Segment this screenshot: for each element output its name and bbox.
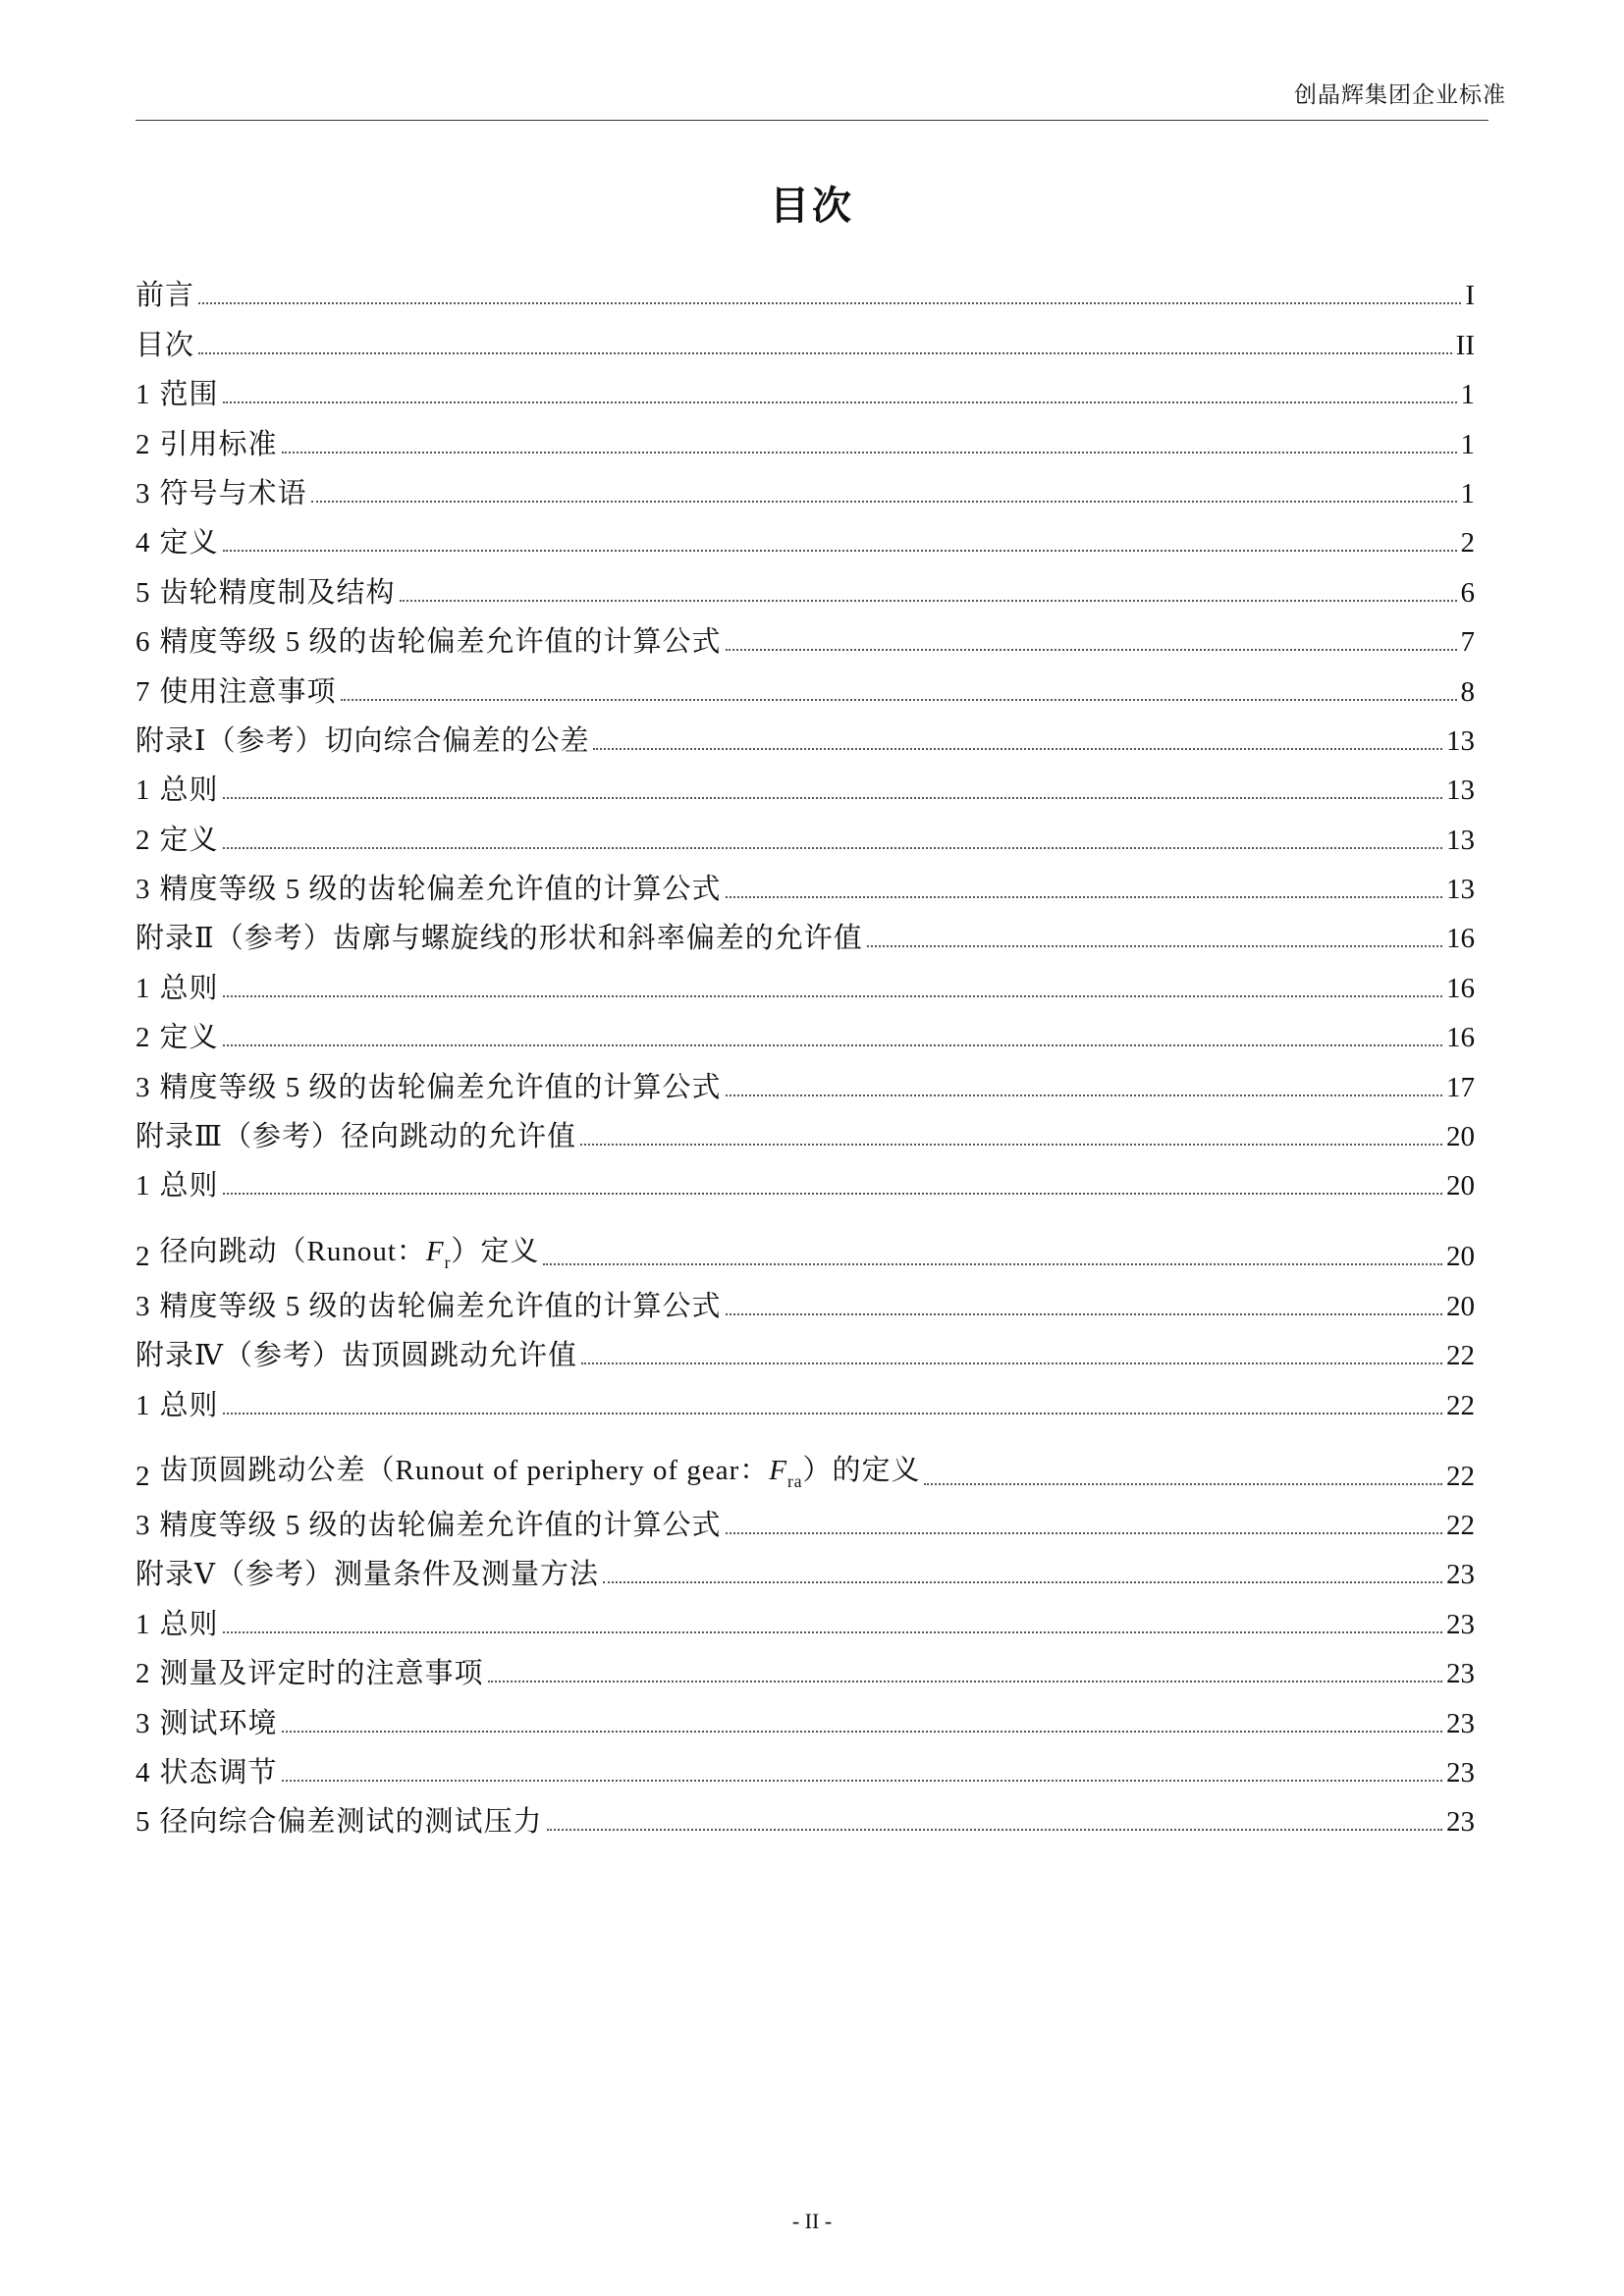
toc-entry-number: 4 xyxy=(135,1756,150,1789)
dot-leader xyxy=(593,748,1442,750)
toc-entry-title: 定义 xyxy=(159,527,219,560)
dot-leader xyxy=(223,401,1457,403)
toc-entry-number: 1 xyxy=(135,379,150,411)
dot-leader xyxy=(867,945,1442,947)
math-symbol-subscript: ra xyxy=(786,1471,803,1492)
toc-entry-page-number: 22 xyxy=(1446,1509,1475,1541)
math-symbol xyxy=(425,1236,452,1273)
dot-leader xyxy=(543,1263,1442,1265)
toc-entry-title: 附录Ⅳ（参考）齿顶圆跳动允许值 xyxy=(135,1340,577,1372)
dot-leader xyxy=(198,302,1461,304)
toc-entry-title: 径向综合偏差测试的测试压力 xyxy=(159,1806,543,1839)
toc-entry[interactable] xyxy=(135,610,1475,659)
dot-leader xyxy=(223,1631,1442,1633)
toc-entry-page-number: 1 xyxy=(1460,477,1475,509)
toc-entry-number: 6 xyxy=(135,626,150,659)
toc-entry-title: 总则 xyxy=(159,972,219,1004)
toc-entry[interactable] xyxy=(135,1005,1475,1054)
toc-entry-number: 2 xyxy=(135,1460,150,1492)
toc-entry[interactable] xyxy=(135,807,1475,856)
toc-entry-title: 附录Ⅰ（参考）切向综合偏差的公差 xyxy=(135,724,590,757)
toc-entry[interactable] xyxy=(135,1104,1475,1153)
dot-leader xyxy=(726,896,1442,898)
toc-entry-page-number: 20 xyxy=(1446,1290,1475,1322)
toc-entry-page-number: 13 xyxy=(1446,874,1475,906)
toc-entry-title: 附录Ⅱ（参考）齿廓与螺旋线的形状和斜率偏差的允许值 xyxy=(135,923,863,955)
toc-entry-number: 1 xyxy=(135,972,150,1004)
dot-leader xyxy=(198,352,1452,354)
header-org-name: 创晶辉集团企业标准 xyxy=(1294,82,1506,107)
toc-entry-page-number: 16 xyxy=(1446,923,1475,955)
toc-entry[interactable] xyxy=(135,1641,1475,1690)
toc-entry-number: 7 xyxy=(135,675,150,708)
toc-entry-number: 3 xyxy=(135,874,150,906)
toc-entry-page-number: 16 xyxy=(1446,1022,1475,1054)
dot-leader xyxy=(282,1780,1442,1782)
page-number-footer: - II - xyxy=(791,2209,833,2233)
toc-entry-page-number: 1 xyxy=(1460,379,1475,411)
toc-entry-number: 3 xyxy=(135,1071,150,1103)
toc-entry[interactable] xyxy=(135,1422,1475,1493)
toc-entry-title: 测试环境 xyxy=(159,1707,278,1739)
toc-entry-number: 2 xyxy=(135,1658,150,1690)
toc-entry-number: 3 xyxy=(135,1290,150,1322)
math-symbol-main: F xyxy=(769,1455,787,1487)
toc-entry-page-number: 6 xyxy=(1460,576,1475,609)
page-title: 目次 xyxy=(770,184,854,229)
toc-entry[interactable] xyxy=(135,1323,1475,1372)
table-of-contents xyxy=(135,263,1475,1839)
toc-entry-number: 1 xyxy=(135,1170,150,1202)
toc-entry-number: 3 xyxy=(135,1509,150,1541)
toc-entry-page-number: 13 xyxy=(1446,774,1475,807)
toc-entry-number: 1 xyxy=(135,1608,150,1640)
toc-entry-page-number: 7 xyxy=(1460,626,1475,659)
toc-entry[interactable] xyxy=(135,560,1475,609)
toc-entry[interactable] xyxy=(135,857,1475,906)
dot-leader xyxy=(223,797,1442,799)
toc-entry-title: 精度等级 5 级的齿轮偏差允许值的计算公式 xyxy=(159,1509,722,1541)
toc-entry-title: 精度等级 5 级的齿轮偏差允许值的计算公式 xyxy=(159,874,722,906)
toc-entry-title xyxy=(160,1457,921,1490)
toc-entry[interactable] xyxy=(135,659,1475,708)
dot-leader xyxy=(726,1532,1442,1534)
toc-entry-title-prefix: 径向跳动（Runout： xyxy=(159,1236,426,1268)
dot-leader xyxy=(726,649,1457,651)
math-symbol xyxy=(769,1455,803,1492)
toc-entry-number: 3 xyxy=(135,1707,150,1739)
toc-entry-page-number: 23 xyxy=(1446,1559,1475,1591)
dot-leader xyxy=(547,1829,1442,1831)
dot-leader xyxy=(581,1362,1442,1364)
toc-entry-number: 3 xyxy=(135,477,150,509)
toc-entry-title: 精度等级 5 级的齿轮偏差允许值的计算公式 xyxy=(159,1071,722,1103)
toc-entry[interactable] xyxy=(135,362,1475,411)
toc-entry-number: 2 xyxy=(135,824,150,856)
toc-entry-page-number: 22 xyxy=(1446,1460,1475,1492)
toc-entry-page-number: 16 xyxy=(1446,972,1475,1004)
toc-entry-number: 2 xyxy=(135,1022,150,1054)
toc-entry-page-number: 13 xyxy=(1446,724,1475,757)
toc-entry[interactable] xyxy=(135,1153,1475,1202)
toc-entry-page-number: 8 xyxy=(1460,675,1475,708)
toc-entry[interactable] xyxy=(135,1202,1475,1273)
toc-entry-title: 符号与术语 xyxy=(159,477,307,509)
toc-entry-page-number: 23 xyxy=(1446,1756,1475,1789)
toc-entry-title: 测量及评定时的注意事项 xyxy=(159,1658,484,1690)
toc-entry-number: 1 xyxy=(135,774,150,807)
toc-entry-title: 目次 xyxy=(135,329,195,361)
toc-entry-page-number: 20 xyxy=(1446,1241,1475,1273)
toc-entry-page-number: 22 xyxy=(1446,1340,1475,1372)
dot-leader xyxy=(580,1144,1442,1146)
toc-entry-page-number: I xyxy=(1465,280,1475,312)
toc-entry-number: 5 xyxy=(135,1806,150,1839)
toc-entry[interactable] xyxy=(135,411,1475,460)
dot-leader xyxy=(311,501,1457,503)
toc-entry-page-number: 22 xyxy=(1446,1389,1475,1421)
toc-entry-page-number: II xyxy=(1455,329,1475,361)
toc-entry-title: 附录Ⅴ（参考）测量条件及测量方法 xyxy=(135,1559,599,1591)
toc-entry-title: 引用标准 xyxy=(159,428,278,460)
toc-entry[interactable] xyxy=(135,510,1475,560)
dot-leader xyxy=(223,1413,1442,1415)
dot-leader xyxy=(924,1483,1442,1485)
toc-entry-page-number: 23 xyxy=(1446,1608,1475,1640)
toc-entry-title: 精度等级 5 级的齿轮偏差允许值的计算公式 xyxy=(159,1290,722,1322)
toc-entry[interactable] xyxy=(135,906,1475,955)
toc-entry-page-number: 2 xyxy=(1460,527,1475,560)
dot-leader xyxy=(223,550,1457,552)
toc-entry-title: 范围 xyxy=(159,379,219,411)
toc-entry-page-number: 13 xyxy=(1446,824,1475,856)
toc-entry-page-number: 23 xyxy=(1446,1806,1475,1839)
toc-entry-page-number: 20 xyxy=(1446,1121,1475,1153)
dot-leader xyxy=(341,699,1457,701)
toc-entry-page-number: 1 xyxy=(1460,428,1475,460)
toc-entry-title: 定义 xyxy=(159,824,219,856)
toc-entry-title-suffix: ）定义 xyxy=(451,1236,540,1268)
toc-entry-page-number: 20 xyxy=(1446,1170,1475,1202)
toc-entry-number: 4 xyxy=(135,527,150,560)
toc-entry[interactable] xyxy=(135,1542,1475,1591)
dot-leader xyxy=(282,452,1457,454)
toc-entry-page-number: 17 xyxy=(1446,1071,1475,1103)
dot-leader xyxy=(223,1044,1442,1046)
toc-entry[interactable] xyxy=(135,1493,1475,1542)
toc-entry-number: 2 xyxy=(135,1241,150,1273)
toc-entry-title: 定义 xyxy=(159,1022,219,1054)
toc-entry-title: 总则 xyxy=(159,1389,219,1421)
toc-entry-number: 5 xyxy=(135,576,150,609)
toc-entry-number: 2 xyxy=(135,428,150,460)
toc-entry[interactable] xyxy=(135,263,1475,312)
toc-entry-title: 总则 xyxy=(159,1170,219,1202)
dot-leader xyxy=(726,1095,1442,1096)
toc-entry[interactable] xyxy=(135,1690,1475,1739)
dot-leader xyxy=(726,1313,1442,1315)
header-divider xyxy=(135,120,1489,121)
math-symbol-main: F xyxy=(425,1236,445,1268)
toc-entry[interactable] xyxy=(135,709,1475,758)
dot-leader xyxy=(282,1731,1442,1733)
toc-entry-title: 使用注意事项 xyxy=(159,675,337,708)
toc-entry-page-number: 23 xyxy=(1446,1707,1475,1739)
toc-entry-title: 附录Ⅲ（参考）径向跳动的允许值 xyxy=(135,1121,576,1153)
toc-entry[interactable] xyxy=(135,758,1475,807)
toc-entry[interactable] xyxy=(135,1273,1475,1322)
dot-leader xyxy=(488,1681,1442,1682)
math-symbol-subscript: r xyxy=(444,1253,452,1273)
toc-entry-title-suffix: ）的定义 xyxy=(802,1455,921,1487)
toc-entry-page-number: 23 xyxy=(1446,1658,1475,1690)
dot-leader xyxy=(223,847,1442,849)
toc-entry[interactable] xyxy=(135,461,1475,510)
toc-entry-title-prefix: 齿顶圆跳动公差（Runout of periphery of gear： xyxy=(159,1455,770,1487)
dot-leader xyxy=(603,1581,1442,1583)
toc-entry-title: 总则 xyxy=(159,774,219,807)
toc-entry[interactable] xyxy=(135,1740,1475,1789)
dot-leader xyxy=(223,1193,1442,1195)
toc-entry-title: 齿轮精度制及结构 xyxy=(159,576,396,609)
toc-entry-number: 1 xyxy=(135,1389,150,1421)
toc-entry-title: 前言 xyxy=(135,280,195,312)
toc-entry-title: 总则 xyxy=(159,1608,219,1640)
toc-entry-title: 精度等级 5 级的齿轮偏差允许值的计算公式 xyxy=(159,626,722,659)
dot-leader xyxy=(223,995,1442,997)
toc-entry[interactable] xyxy=(135,1591,1475,1640)
toc-entry[interactable] xyxy=(135,1789,1475,1839)
toc-entry-title: 状态调节 xyxy=(159,1756,278,1789)
toc-entry-title xyxy=(160,1238,540,1271)
toc-entry[interactable] xyxy=(135,1372,1475,1421)
toc-entry[interactable] xyxy=(135,1054,1475,1103)
toc-entry[interactable] xyxy=(135,312,1475,361)
toc-entry[interactable] xyxy=(135,955,1475,1004)
dot-leader xyxy=(400,600,1457,602)
